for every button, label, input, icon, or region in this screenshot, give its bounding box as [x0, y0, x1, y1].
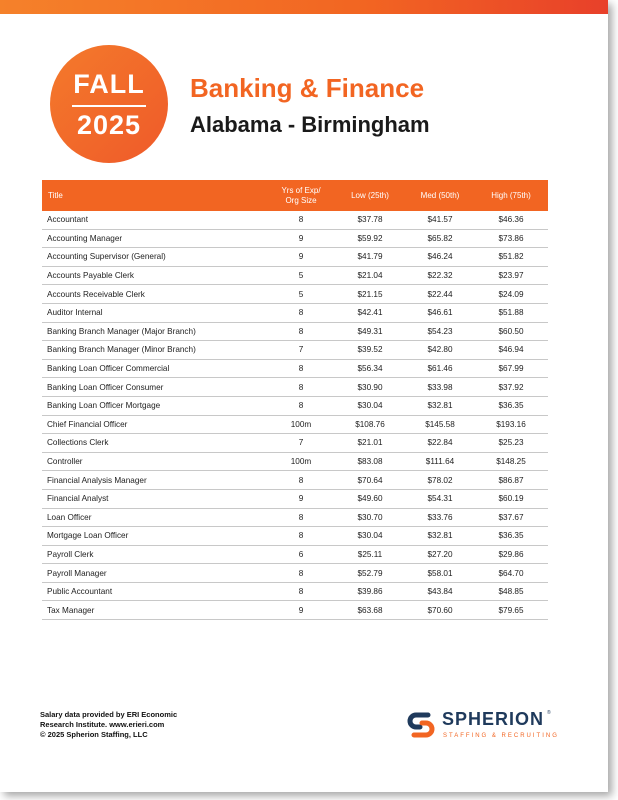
table-row — [42, 396, 548, 415]
table-row — [42, 266, 548, 285]
cell-high: $86.87 — [474, 471, 548, 490]
cell-title: Collections Clerk — [42, 434, 268, 453]
table-row — [42, 248, 548, 267]
cell-low: $108.76 — [334, 415, 406, 434]
cell-experience: 100m — [268, 452, 334, 471]
cell-low: $37.78 — [334, 211, 406, 229]
cell-med: $42.80 — [406, 341, 474, 360]
cell-high: $73.86 — [474, 229, 548, 248]
industry-title: Banking & Finance — [190, 73, 425, 103]
cell-low: $30.70 — [334, 508, 406, 527]
cell-low: $30.04 — [334, 396, 406, 415]
cell-high: $46.94 — [474, 341, 548, 360]
logo-tagline: STAFFING & RECRUITING — [443, 733, 559, 739]
cell-low: $49.31 — [334, 322, 406, 341]
cell-low: $21.04 — [334, 266, 406, 285]
cell-med: $43.84 — [406, 582, 474, 601]
cell-low: $63.68 — [334, 601, 406, 620]
cell-title: Tax Manager — [42, 601, 268, 620]
cell-experience: 6 — [268, 545, 334, 564]
table-row — [42, 452, 548, 471]
cell-experience: 8 — [268, 303, 334, 322]
spherion-logo — [406, 708, 559, 744]
table-row — [42, 378, 548, 397]
spherion-s-icon — [406, 710, 436, 740]
cell-experience: 100m — [268, 415, 334, 434]
table-header-row — [42, 180, 548, 211]
cell-med: $54.23 — [406, 322, 474, 341]
cell-high: $148.25 — [474, 452, 548, 471]
cell-title: Payroll Manager — [42, 564, 268, 583]
cell-med: $54.31 — [406, 489, 474, 508]
cell-high: $24.09 — [474, 285, 548, 304]
cell-high: $51.88 — [474, 303, 548, 322]
cell-med: $70.60 — [406, 601, 474, 620]
season-label: FALL — [73, 69, 145, 99]
year-label: 2025 — [76, 110, 142, 140]
cell-med: $78.02 — [406, 471, 474, 490]
cell-experience: 8 — [268, 396, 334, 415]
cell-high: $29.86 — [474, 545, 548, 564]
cell-low: $21.01 — [334, 434, 406, 453]
footer-credit — [40, 710, 177, 740]
cell-med: $32.81 — [406, 527, 474, 546]
logo-wordmark: SPHERION — [442, 709, 545, 729]
cell-med: $46.24 — [406, 248, 474, 267]
cell-low: $25.11 — [334, 545, 406, 564]
table-row — [42, 471, 548, 490]
cell-med: $22.44 — [406, 285, 474, 304]
cell-experience: 5 — [268, 266, 334, 285]
footer-line-3: © 2025 Spherion Staffing, LLC — [40, 730, 148, 739]
cell-title: Accounting Supervisor (General) — [42, 248, 268, 267]
cell-low: $21.15 — [334, 285, 406, 304]
cell-experience: 8 — [268, 582, 334, 601]
table-row — [42, 303, 548, 322]
cell-title: Banking Loan Officer Commercial — [42, 359, 268, 378]
header-experience-line2: Org Size — [285, 195, 317, 205]
table-row — [42, 359, 548, 378]
cell-med: $33.98 — [406, 378, 474, 397]
table-row — [42, 415, 548, 434]
cell-med: $145.58 — [406, 415, 474, 434]
cell-title: Auditor Internal — [42, 303, 268, 322]
cell-med: $22.32 — [406, 266, 474, 285]
logo-registered-mark: ® — [547, 710, 551, 716]
cell-high: $36.35 — [474, 396, 548, 415]
cell-low: $59.92 — [334, 229, 406, 248]
salary-table — [42, 180, 548, 620]
cell-high: $37.92 — [474, 378, 548, 397]
table-row — [42, 229, 548, 248]
footer-line-1: Salary data provided by ERI Economic — [40, 710, 178, 719]
cell-high: $60.50 — [474, 322, 548, 341]
cell-title: Financial Analyst — [42, 489, 268, 508]
header-experience — [268, 180, 334, 211]
cell-title: Public Accountant — [42, 582, 268, 601]
table-row — [42, 564, 548, 583]
cell-high: $51.82 — [474, 248, 548, 267]
cell-low: $70.64 — [334, 471, 406, 490]
cell-med: $32.81 — [406, 396, 474, 415]
badge-divider — [72, 105, 146, 107]
cell-experience: 8 — [268, 508, 334, 527]
salary-table-body — [42, 211, 548, 620]
cell-high: $23.97 — [474, 266, 548, 285]
cell-experience: 8 — [268, 378, 334, 397]
table-row — [42, 601, 548, 620]
cell-high: $193.16 — [474, 415, 548, 434]
table-row — [42, 211, 548, 229]
header-low: Low (25th) — [334, 180, 406, 211]
cell-title: Loan Officer — [42, 508, 268, 527]
header-experience-line1: Yrs of Exp/ — [281, 185, 321, 195]
cell-high: $60.19 — [474, 489, 548, 508]
cell-high: $48.85 — [474, 582, 548, 601]
cell-med: $41.57 — [406, 211, 474, 229]
cell-title: Financial Analysis Manager — [42, 471, 268, 490]
cell-med: $27.20 — [406, 545, 474, 564]
cell-experience: 8 — [268, 471, 334, 490]
header-title: Title — [42, 180, 268, 211]
table-row — [42, 434, 548, 453]
cell-high: $36.35 — [474, 527, 548, 546]
cell-experience: 9 — [268, 601, 334, 620]
table-row — [42, 582, 548, 601]
cell-low: $42.41 — [334, 303, 406, 322]
cell-title: Accounts Receivable Clerk — [42, 285, 268, 304]
cell-experience: 9 — [268, 229, 334, 248]
footer-line-2: Research Institute. www.erieri.com — [40, 720, 165, 729]
cell-high: $46.36 — [474, 211, 548, 229]
cell-low: $41.79 — [334, 248, 406, 267]
table-row — [42, 285, 548, 304]
cell-experience: 8 — [268, 211, 334, 229]
cell-low: $39.52 — [334, 341, 406, 360]
cell-low: $30.04 — [334, 527, 406, 546]
cell-high: $67.99 — [474, 359, 548, 378]
cell-low: $49.60 — [334, 489, 406, 508]
cell-title: Accountant — [42, 211, 268, 229]
header-high: High (75th) — [474, 180, 548, 211]
cell-experience: 7 — [268, 341, 334, 360]
table-row — [42, 508, 548, 527]
cell-med: $111.64 — [406, 452, 474, 471]
cell-med: $22.84 — [406, 434, 474, 453]
table-row — [42, 545, 548, 564]
header-med: Med (50th) — [406, 180, 474, 211]
cell-low: $30.90 — [334, 378, 406, 397]
cell-low: $39.86 — [334, 582, 406, 601]
cell-title: Banking Branch Manager (Major Branch) — [42, 322, 268, 341]
cell-title: Mortgage Loan Officer — [42, 527, 268, 546]
cell-high: $25.23 — [474, 434, 548, 453]
cell-title: Accounting Manager — [42, 229, 268, 248]
cell-experience: 5 — [268, 285, 334, 304]
cell-title: Banking Loan Officer Mortgage — [42, 396, 268, 415]
table-row — [42, 527, 548, 546]
table-row — [42, 489, 548, 508]
cell-title: Chief Financial Officer — [42, 415, 268, 434]
cell-experience: 8 — [268, 322, 334, 341]
cell-low: $56.34 — [334, 359, 406, 378]
top-accent-stripe — [0, 0, 608, 14]
cell-experience: 9 — [268, 248, 334, 267]
cell-title: Controller — [42, 452, 268, 471]
cell-high: $37.67 — [474, 508, 548, 527]
cell-experience: 8 — [268, 527, 334, 546]
cell-low: $83.08 — [334, 452, 406, 471]
cell-experience: 9 — [268, 489, 334, 508]
cell-title: Banking Loan Officer Consumer — [42, 378, 268, 397]
table-row — [42, 322, 548, 341]
cell-med: $46.61 — [406, 303, 474, 322]
cell-experience: 8 — [268, 564, 334, 583]
cell-high: $64.70 — [474, 564, 548, 583]
cell-med: $61.46 — [406, 359, 474, 378]
cell-med: $65.82 — [406, 229, 474, 248]
cell-title: Payroll Clerk — [42, 545, 268, 564]
cell-med: $58.01 — [406, 564, 474, 583]
cell-experience: 8 — [268, 359, 334, 378]
location-title: Alabama - Birmingham — [190, 112, 430, 137]
season-badge — [50, 45, 168, 163]
cell-high: $79.65 — [474, 601, 548, 620]
cell-low: $52.79 — [334, 564, 406, 583]
cell-med: $33.76 — [406, 508, 474, 527]
cell-title: Accounts Payable Clerk — [42, 266, 268, 285]
cell-experience: 7 — [268, 434, 334, 453]
table-row — [42, 341, 548, 360]
cell-title: Banking Branch Manager (Minor Branch) — [42, 341, 268, 360]
